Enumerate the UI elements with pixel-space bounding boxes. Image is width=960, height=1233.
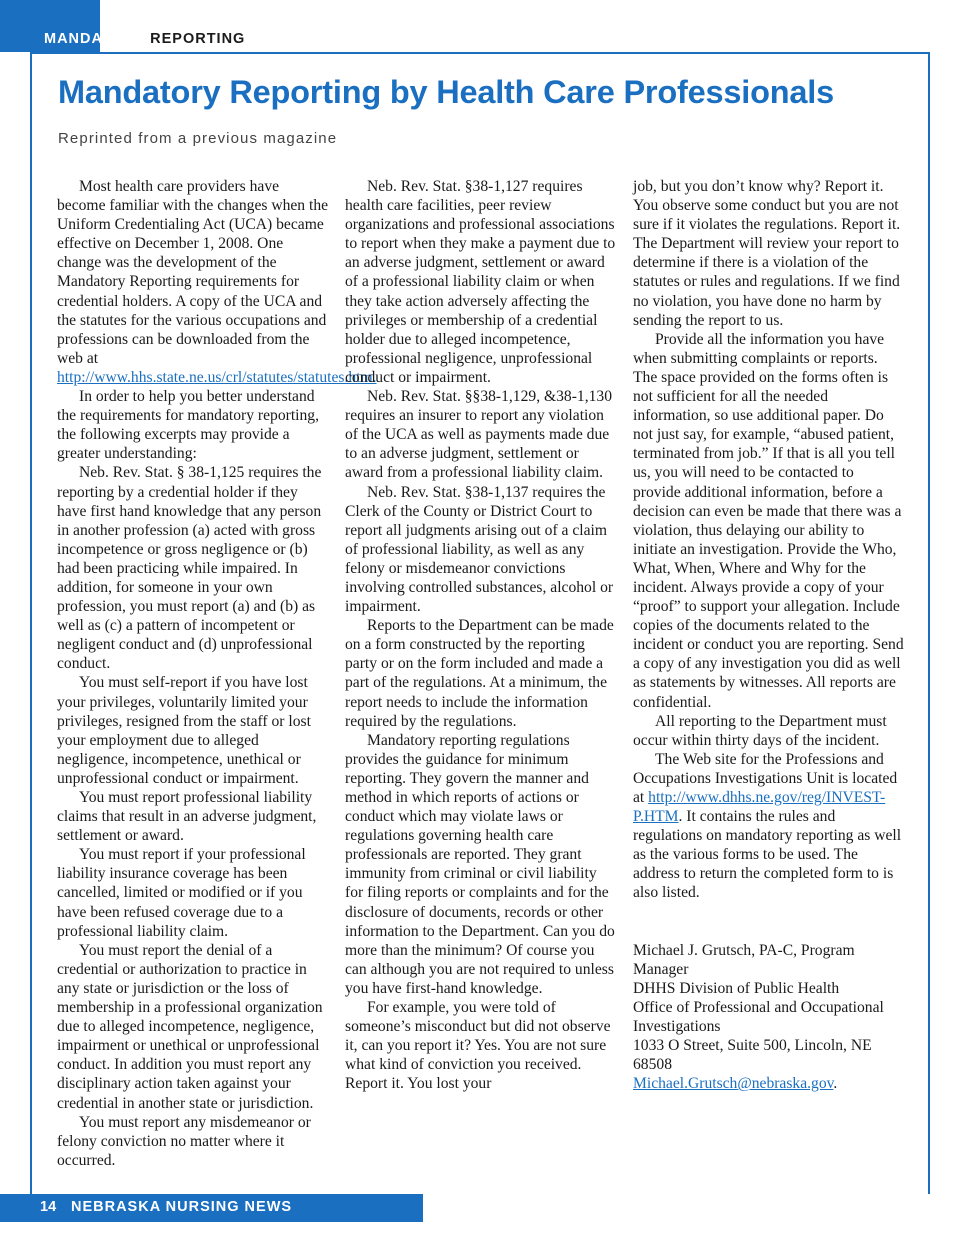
paragraph-text: Most health care providers have become familiar with the changes when the Uniform Credentialing Act (UCA) became effective on December 1, 2008. One change was the development of the Mandatory Reporting requirements for credential holders. A copy of the UCA and the statutes for the various occupations and professions can be downloaded from the web at <box>57 178 329 367</box>
signature-name: Michael J. Grutsch, PA-C, Program Manager <box>633 941 855 978</box>
paragraph: You must report professional liability claims that result in an adverse judgment, settlement or award. <box>57 789 317 845</box>
section-header <box>0 28 960 52</box>
signature-division: DHHS Division of Public Health <box>633 979 840 997</box>
section-label-word1: MANDATORY <box>44 31 146 47</box>
signature-email-line <box>633 1074 905 1093</box>
publication-name: NEBRASKA NURSING NEWS <box>71 1199 293 1215</box>
paragraph: You must report any misdemeanor or felony conviction no matter where it occurred. <box>57 1113 311 1169</box>
page-number: 14 <box>40 1199 57 1215</box>
paragraph: You must self-report if you have lost your privileges, voluntarily limited your privileges, resigned from the staff or lost your employment due to alleged negligence, incompetence, unethical or unprofessional conduct or impairment. <box>57 674 311 787</box>
footer-bar <box>0 1194 423 1222</box>
paragraph <box>57 177 377 387</box>
paragraph: You must report the denial of a credential or authorization to practice in any state or jurisdiction or the loss of membership in a professional organization due to alleged incompetence, negligence, impairment or unethical or unprofessional conduct. In addition you must report any disciplinary action taken against your credential in another state or jurisdiction. <box>57 941 323 1112</box>
signature-address: 1033 O Street, Suite 500, Lincoln, NE 68508 <box>633 1037 872 1074</box>
section-label-word2: REPORTING <box>150 31 246 47</box>
paragraph <box>633 750 905 903</box>
subtitle: Reprinted from a previous magazine <box>58 130 338 147</box>
section-label <box>44 31 245 47</box>
paragraph: Neb. Rev. Stat. §38-1,127 requires health care facilities, peer review organizations and professional associations to report when they make a payment due to an adverse judgment, settlement or award of a professional liability claim or when they take action adversely affecting the privileges or membership of a credential holder due to alleged incompetence, professional negligence, unprofessional conduct or impairment. <box>345 178 616 386</box>
signature-office: Office of Professional and Occupational Investigations <box>633 998 884 1035</box>
email-link[interactable]: Michael.Grutsch@nebraska.gov <box>633 1075 834 1093</box>
paragraph: In order to help you better understand the requirements for mandatory reporting, the following excerpts may provide a greater understanding: <box>57 388 319 463</box>
paragraph: Mandatory reporting regulations provides the guidance for minimum reporting. They govern the manner and method in which reports of actions or conduct which may violate laws or regulations governing health care professionals are reported. They grant immunity from criminal or civil liability for filing reports or complaints and for the disclosure of documents, records or other information to the Department. Can you do more than the minimum? Of course you can although you are not required to unless you have first-hand knowledge. <box>345 731 615 997</box>
paragraph: For example, you were told of someone’s misconduct but did not observe it, can you report it? Yes. You are not sure what kind of conviction you received. Report it. You lost your <box>345 999 611 1093</box>
statutes-link[interactable]: http://www.hhs.state.ne.us/crl/statutes/statutes.htm. <box>57 368 377 386</box>
page-title: Mandatory Reporting by Health Care Professionals <box>58 74 834 110</box>
paragraph-text: The Web site for the Professions and Occupations Investigations Unit is located at <box>633 750 898 806</box>
column-1 <box>57 177 377 1170</box>
email-period: . <box>833 1075 838 1093</box>
paragraph: You must report if your professional liability insurance coverage has been cancelled, limited or modified or if you have been refused coverage due to a professional liability claim. <box>57 846 306 940</box>
investigations-link[interactable]: http://www.dhhs.ne.gov/reg/INVEST-P.HTM <box>633 789 886 826</box>
paragraph: All reporting to the Department must occur within thirty days of the incident. <box>633 712 887 749</box>
paragraph: Neb. Rev. Stat. §38-1,137 requires the Clerk of the County or District Court to report all judgments arising out of a claim of professional liability, as well as any felony or misdemeanor convictions involving controlled substances, alcohol or impairment. <box>345 483 614 616</box>
paragraph: Reports to the Department can be made on a form constructed by the reporting party or on the form included and made a part of the regulations. At a minimum, the report needs to include the information required by the regulations. <box>345 617 614 730</box>
column-3 <box>633 177 905 1093</box>
paragraph: Neb. Rev. Stat. §§38-1,129, &38-1,130 requires an insurer to report any violation of the UCA as well as payments made due to an adverse judgment, settlement or award from a professional liability claim. <box>345 388 612 482</box>
column-2 <box>345 177 617 1094</box>
paragraph-text: . It contains the rules and regulations on mandatory reporting as well as the various forms to be used. The address to return the completed form to is also listed. <box>633 808 902 902</box>
paragraph: Neb. Rev. Stat. § 38-1,125 requires the reporting by a credential holder if they have first hand knowledge that any person in another profession (a) acted with gross incompetence or gross negligence or (b) had been practicing while impaired. In addition, for someone in your own profession, you must report (a) and (b) as well as (c) a pattern of incompetent or negligent conduct and (d) unprofessional conduct. <box>57 464 322 673</box>
paragraph: job, but you don’t know why? Report it. You observe some conduct but you are not sure if it violates the regulations. Report it. The Department will review your report to determine if there is a violation of the statutes or rules and regulations. If we find no violation, you have done no harm by sending the report to us. <box>633 178 901 329</box>
paragraph: Provide all the information you have when submitting complaints or reports. The space provided on the forms often is not sufficient for all the needed information, so use additional paper. Do not just say, for example, “abused patient, terminated from job.” If that is all you tell us, you will need to be contacted to provide additional information, before a decision can even be made that there was a violation, thus delaying our ability to initiate an investigation. Provide the Who, What, When, Where and Why for the incident. Always provide a copy of your “proof” to support your allegation. Include copies of the documents related to the incident or conduct you are reporting. Send a copy of any investigation you did as well as statements by witnesses. All reports are confidential. <box>633 330 904 711</box>
